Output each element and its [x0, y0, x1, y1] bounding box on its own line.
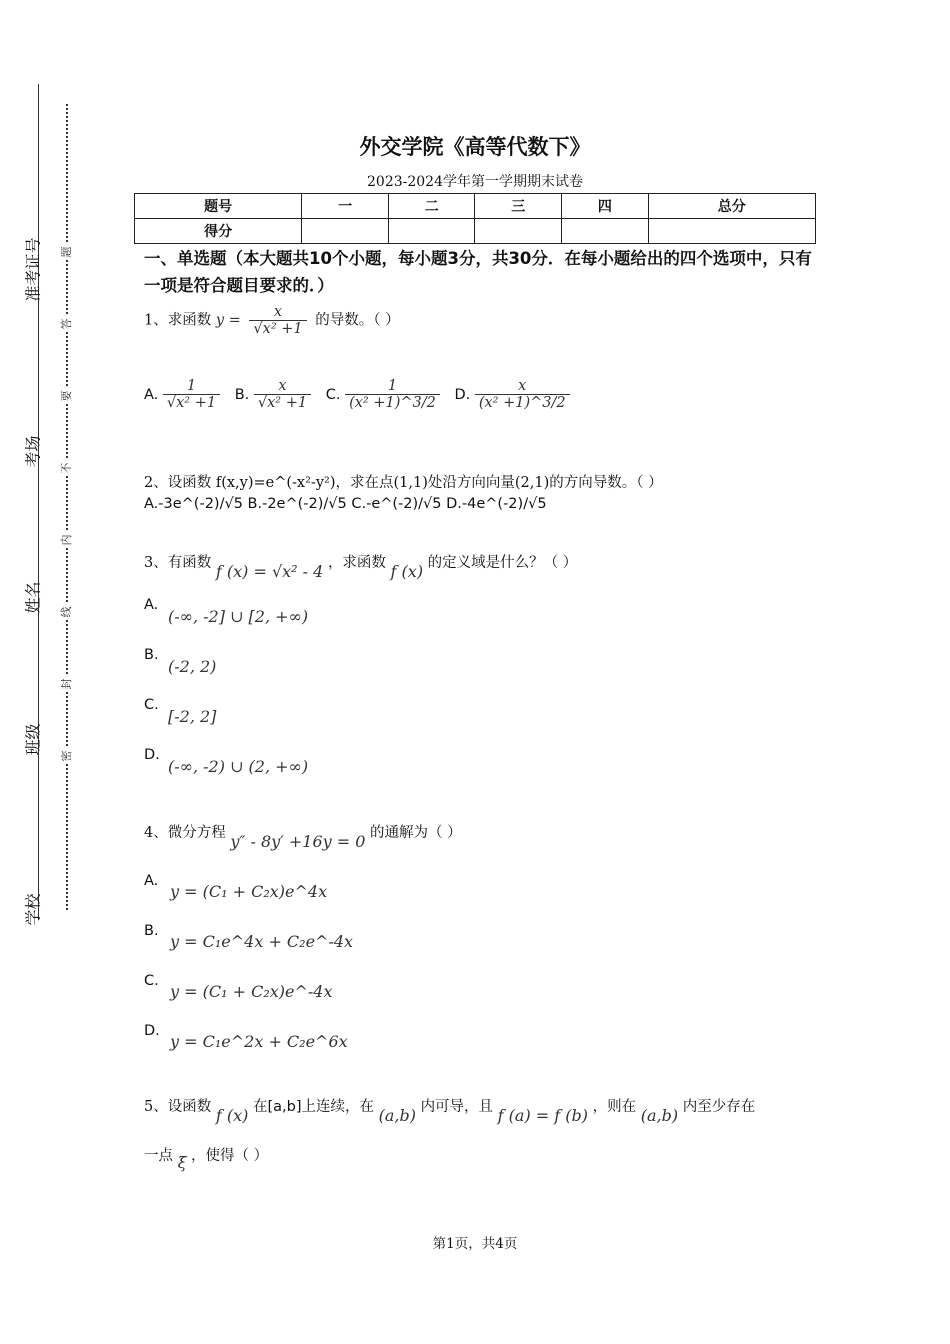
question-2: 2、设函数 f(x,y)=e^(-x²-y²)，求在点(1,1)处沿方向向量(2,1)的方向导数。（ ）: [144, 475, 663, 491]
score-table-score-row: [135, 219, 816, 244]
score-cell: [648, 219, 815, 244]
exam-title: 外交学院《高等代数下》: [359, 135, 591, 159]
q1-expr-fraction: [249, 304, 306, 337]
q5-part2: 在[a,b]上连续，在: [252, 1099, 374, 1115]
binding-label-exam-room: 考场: [23, 435, 43, 468]
question-3: [144, 551, 578, 581]
seal-char: 题: [58, 244, 74, 260]
option-label: C.: [325, 386, 341, 403]
q1-expr-lhs: y =: [215, 312, 241, 329]
seal-char: 答: [58, 316, 74, 332]
q5-part1: 5、设函数: [144, 1099, 212, 1115]
q5-line2-b: ，使得（ ）: [191, 1148, 269, 1164]
q5-math4: (a,b): [640, 1106, 679, 1125]
score-header-cell: 三: [475, 194, 562, 219]
q4-option-d-math: y = C₁e^2x + C₂e^6x: [170, 1032, 348, 1051]
q3-option-c-label: C.: [144, 697, 159, 713]
q5-math2: (a,b): [378, 1106, 416, 1125]
option-fraction: [345, 378, 440, 411]
option-fraction: [163, 378, 220, 411]
score-header-cell: 总分: [648, 194, 815, 219]
q4-option-c-math: y = (C₁ + C₂x)e^-4x: [170, 982, 333, 1001]
q1-options: [144, 378, 570, 411]
page-footer: 第1页，共4页: [432, 1236, 518, 1252]
seal-dotted-line: [66, 104, 68, 910]
q2-options: A.-3e^(-2)/√5 B.-2e^(-2)/√5 C.-e^(-2)/√5 D.-4e^(-2)/√5: [144, 496, 547, 512]
option-denominator: √x² +1: [254, 394, 311, 411]
seal-char: 封: [58, 676, 74, 692]
option-denominator: (x² +1)^3/2: [475, 394, 570, 411]
score-cell: [302, 219, 389, 244]
q3-prefix: 3、有函数: [144, 555, 212, 571]
q3-option-c-math: [-2, 2]: [168, 707, 217, 726]
question-4: [144, 821, 462, 851]
q4-option-c-label: C.: [144, 973, 159, 989]
option-numerator: 1: [186, 378, 197, 394]
q3-option-a-math: (-∞, -2] ∪ [2, +∞): [168, 607, 309, 626]
q5-part3: 内可导，且: [420, 1099, 494, 1115]
option-label: B.: [234, 386, 250, 403]
q4-option-d-label: D.: [144, 1023, 160, 1039]
q1-option-a: [144, 378, 225, 411]
seal-char: 内: [58, 532, 74, 548]
score-header-cell: 二: [388, 194, 475, 219]
score-cell: [388, 219, 475, 244]
option-numerator: x: [518, 378, 527, 394]
q4-option-b-math: y = C₁e^4x + C₂e^-4x: [170, 932, 354, 951]
q3-option-b-math: (-2, 2): [168, 657, 217, 676]
question-1: [144, 304, 400, 337]
seal-char: 密: [58, 748, 74, 764]
q3-option-d-math: (-∞, -2) ∪ (2, +∞): [168, 757, 309, 776]
option-fraction: [254, 378, 311, 411]
q5-math5: ξ: [177, 1153, 187, 1172]
q3-middle: ，求函数: [327, 555, 386, 571]
score-header-cell: 题号: [135, 194, 302, 219]
score-cell: [562, 219, 649, 244]
question-5-line2: [144, 1144, 269, 1172]
q4-option-a-math: y = (C₁ + C₂x)e^4x: [170, 882, 328, 901]
score-table: [134, 193, 816, 244]
option-fraction: [475, 378, 570, 411]
option-label: A.: [144, 386, 159, 403]
score-header-cell: 四: [562, 194, 649, 219]
score-table-header-row: [135, 194, 816, 219]
q3-expr2: f (x): [390, 562, 424, 581]
score-cell: [475, 219, 562, 244]
binding-label-exam-number: 准考证号: [23, 237, 43, 302]
q1-option-c: [325, 378, 445, 411]
option-denominator: √x² +1: [163, 394, 220, 411]
q5-math3: f (a) = f (b): [497, 1106, 589, 1125]
q4-suffix: 的通解为（ ）: [370, 825, 462, 841]
binding-label-class: 班级: [23, 723, 43, 756]
q4-prefix: 4、微分方程: [144, 825, 226, 841]
question-5: [144, 1095, 756, 1125]
binding-label-school: 学校: [23, 893, 43, 926]
q4-option-a-label: A.: [144, 873, 159, 889]
seal-char: 要: [58, 388, 74, 404]
q3-option-a-label: A.: [144, 597, 159, 613]
binding-label-name: 姓名: [23, 581, 43, 614]
option-numerator: x: [278, 378, 287, 394]
q4-option-b-label: B.: [144, 923, 159, 939]
section-heading: 一、单选题（本大题共10个小题，每小题3分，共30分．在每小题给出的四个选项中，只有一项是符合题目要求的．）: [144, 249, 812, 295]
seal-char: 不: [58, 460, 74, 476]
score-row-label: 得分: [135, 219, 302, 244]
q1-suffix: 的导数。（ ）: [315, 312, 400, 329]
q5-part5: 内至少存在: [682, 1099, 756, 1115]
q5-part4: ，则在: [592, 1099, 637, 1115]
binding-line: [38, 84, 39, 920]
q5-math1: f (x): [215, 1106, 249, 1125]
q1-prefix: 1、求函数: [144, 312, 212, 329]
seal-char: 线: [58, 604, 74, 620]
q3-expr: f (x) = √x² - 4: [215, 562, 324, 581]
q5-line2-a: 一点: [144, 1148, 173, 1164]
q3-option-d-label: D.: [144, 747, 160, 763]
option-label: D.: [454, 386, 471, 403]
q1-expr-numerator: x: [273, 304, 283, 320]
q3-option-b-label: B.: [144, 647, 159, 663]
q4-expr: y″ - 8y′ +16y = 0: [230, 832, 366, 851]
q1-option-b: [234, 378, 316, 411]
q1-expr-denominator: √x² +1: [249, 320, 306, 337]
score-header-cell: 一: [302, 194, 389, 219]
exam-subtitle: 2023-2024学年第一学期期末试卷: [367, 174, 583, 190]
q1-option-d: [454, 378, 569, 411]
q3-suffix: 的定义域是什么？（ ）: [427, 555, 578, 571]
option-denominator: (x² +1)^3/2: [345, 394, 440, 411]
option-numerator: 1: [387, 378, 398, 394]
